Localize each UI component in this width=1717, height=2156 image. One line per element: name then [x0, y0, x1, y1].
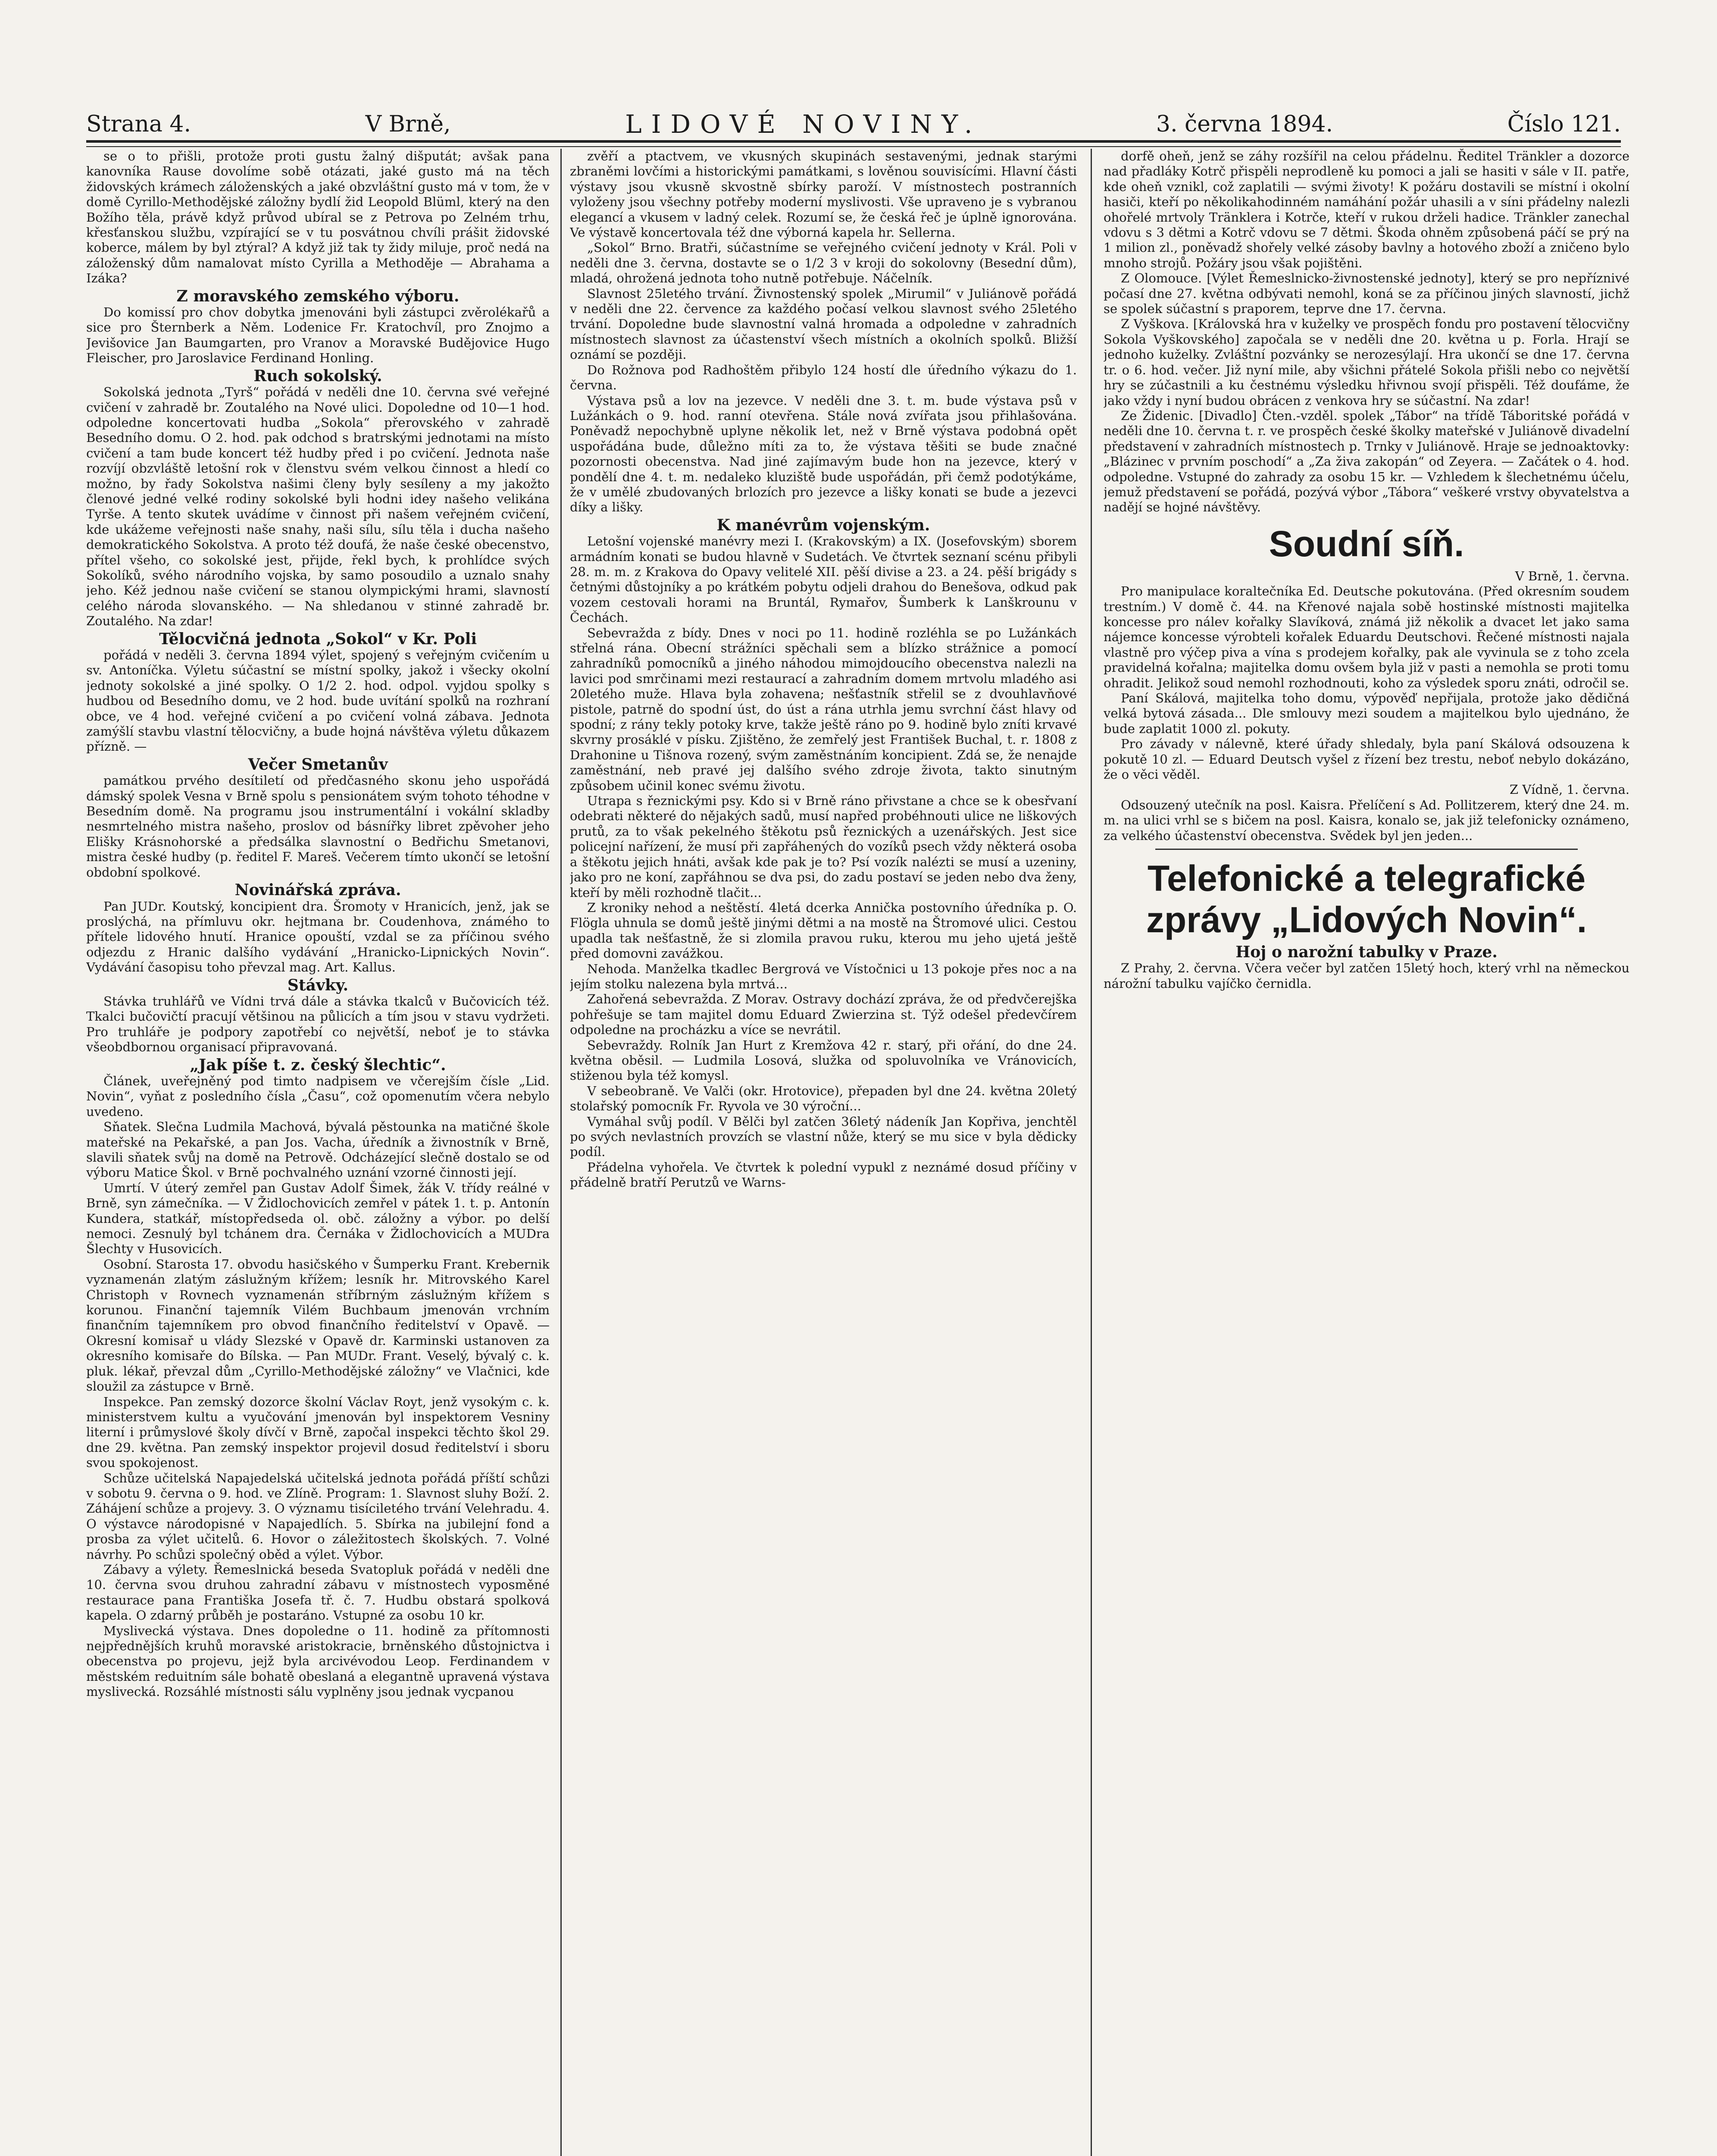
- newspaper-title: LIDOVÉ NOVINY.: [625, 110, 982, 139]
- article-paragraph: Zábavy a výlety. Řemeslnická beseda Svatopluk pořádá v neděli dne 10. června svou druhou zahradní zábavu v místnostech vyposměné restaurace pana Františka Josefa tř. č. 7. Hudbu obstará spolková kapela. O zdarný průběh je postaráno. Vstupné za osobu 10 kr.: [86, 1562, 550, 1623]
- article-paragraph: Myslivecká výstava. Dnes dopoledne o 11. hodině za přítomnosti nejpřednějších kruhů moravské aristokracie, brněnského důstojnictva i obecenstva po projevu, jejž byla arcivévodou Leop. Ferdinandem v městském reduitním sále bohatě obeslaná a elegantně upravená výstava myslivecká. Rozsáhlé místnosti sálu vyplněny jsou jednak vycpanou: [86, 1623, 550, 1699]
- article-paragraph: Pro závady v nálevně, které úřady shledaly, byla paní Skálová odsouzena k pokutě 10 zl. — Eduard Deutsch vyšel z řízení bez trestu, neboť nebylo dokázáno, že o věci věděl.: [1104, 736, 1629, 782]
- article-paragraph: se o to přišli, protože proti gustu žalný dišputát; avšak pana kanovníka Rause dovolíme sobě otázati, jaké gusto má na těch židovských krámech záloženských a jaké obzvláštní gusto má v tom, že v domě Cyrillo-Methodějské záložny bydlí žid Leopold Blüml, který na den Božího těla, právě když průvod ubíral se z Petrova po Zelném trhu, křesťanskou službu, vzpírající se v tu posvátnou chvíli prášit židovské koberce, málem by byl ztýral? A když již tak ty židy miluje, proč nedá na záloženský dům namalovat místo Cyrilla a Methoděje — Abrahama a Izáka?: [86, 149, 550, 286]
- article-paragraph: Odsouzený utečník na posl. Kaisra. Přelíčení s Ad. Pollitzerem, který dne 24. m. m. na ulici vrhl se s bičem na posl. Kaisra, konalo se, jak již telefonicky oznámeno, za velkého účastenství obecenstva. Svědek byl jen jeden...: [1104, 797, 1629, 843]
- page-number: Strana 4.: [86, 111, 191, 137]
- article-paragraph: Pan JUDr. Koutský, koncipient dra. Šromoty v Hranicích, jenž, jak se proslýchá, na přímluvu okr. hejtmana br. Coudenhova, známého to přítele lidového hnutí. Hranice opouští, vzdal se za příčinou svého odjezdu z Hranic dalšího vydávání „Hranicko-Lipnických Novin“. Vydávání časopisu toho převzal mag. Art. Kallus.: [86, 899, 550, 975]
- article-paragraph: Článek, uveřejněný pod timto nadpisem ve včerejším čísle „Lid. Novin“, vyňat z posledního čísla „Času“, což opomenutím včera nebylo uvedeno.: [86, 1073, 550, 1119]
- article-paragraph: Výstava psů a lov na jezevce. V neděli dne 3. t. m. bude výstava psů v Lužánkách o 9. hod. ranní otevřena. Stále nová zvířata jsou přihlašována. Poněvadž nepochybně uplyne několik let, než v Brně výstava podobná opět uspořádána bude, důležno míti za to, že výstava těšiti se bude značné pozornosti obecenstva. Nad jiné zajímavým bude hon na jezevce, který v pondělí dne 4. t. m. nedaleko kluziště bude uspořádán, při čemž podotýkáme, že v umělé zbudovaných brlozích pro jezevce a lišky konati se bude a jezevci díky a lišky.: [570, 393, 1077, 515]
- article-paragraph: Sebevraždy. Rolník Jan Hurt z Kremžova 42 r. starý, při ořání, do dne 24. května oběsil. — Ludmila Losová, služka od spoluvolníka ve Vránovicích, stiženou byla též komysl.: [570, 1037, 1077, 1083]
- article-paragraph: Umrtí. V úterý zemřel pan Gustav Adolf Šimek, žák V. třídy reálné v Brně, syn zámečníka. — V Židlochovicích zemřel v pátek 1. t. p. Antonín Kundera, statkář, místopředseda ol. obč. záložny a výbor. po delší nemoci. Zesnulý byl tchánem dra. Černáka v Židlochovicích a MUDra Šlechty v Husovicích.: [86, 1180, 550, 1257]
- article-heading: Stávky.: [287, 976, 349, 994]
- section-divider: [1155, 849, 1578, 850]
- article-heading: Večer Smetanův: [248, 755, 388, 774]
- article-heading: Tělocvičná jednota „Sokol“ v Kr. Poli: [159, 630, 477, 648]
- dateline: Z Vídně, 1. června.: [1509, 782, 1629, 797]
- column-divider: [1091, 149, 1092, 2156]
- article-paragraph: Letošní vojenské manévry mezi I. (Krakovským) a IX. (Josefovským) sborem armádním konati se budou hlavně v Sudetách. Ve čtvrtek seznaní scénu přibyli 28. m. m. z Krakova do Opavy velitelé XII. pěší divise a 23. a 24. pěší brigády s četnými důstojníky a po krátkém pobytu odjeli drahou do Benešova, odkud pak vozem cestovali horami na Bruntál, Rymařov, Šumberk k Lanškrounu v Čechách.: [570, 534, 1077, 625]
- issue-number: Číslo 121.: [1507, 111, 1621, 137]
- dateline: V Brně, 1. června.: [1515, 568, 1629, 583]
- article-heading: Hoj o narožní tabulky v Praze.: [1235, 943, 1498, 962]
- column-divider: [560, 149, 562, 2156]
- article-paragraph: Nehoda. Manželka tkadlec Bergrová ve Vístočnici u 13 pokoje přes noc a na jejím stolku nalezena byla mrtvá...: [570, 961, 1077, 991]
- article-paragraph: Stávka truhlářů ve Vídni trvá dále a stávka tkalců v Bučovicích též. Tkalci bučovičtí pracují většinou na půlicích a tím jsou v stavu vydržeti. Pro truhláře je podpory zapotřebí co největší, neboť je to stávka všeobdbornou organisací připravovaná.: [86, 993, 550, 1055]
- column-3: [1104, 149, 1629, 2156]
- article-paragraph: Z kroniky nehod a neštěstí. 4letá dcerka Annička postovního úředníka p. O. Flögla uhnula se domů ještě jinými dětmi a na mostě na Štromové ulici. Cestou upadla tak nešťastně, že si zlomila pravou ruku, kterou mu jeho ujetá ještě před domovni zavážkou.: [570, 900, 1077, 961]
- article-paragraph: Sokolská jednota „Tyrš“ pořádá v neděli dne 10. června své veřejné cvičení v zahradě br. Zoutalého na Nové ulici. Dopoledne od 10—1 hod. odpoledne koncertovati hudba „Sokola“ přerovského v zahradě Besedního domu. O 2. hod. pak odchod s bratrskými jednotami na místo cvičení a tam bude koncert též hudby před i po cvičení. Jednota naše rozvíjí obzvláště letošní rok v členstvu svém velkou činnost a hledí co možno, by řady Sokolstva našimi členy byly sesíleny a my jakožto členové jedné velké rodiny sokolské byli hodni idey našeho velikána Tyrše. A tento skutek uvádíme v činnost při našem veřejném cvičení, kde ukážeme veřejnosti naše snahy, naši sílu, sílu těla i ducha našeho demokratického Sokolstva. A proto též doufá, že naše české obecenstvo, přítel všeho, co sokolské jest, přijde, řekl bych, k prohlídce svých Sokolíků, svého národního vojska, by samo posoudilo a uznalo snahy jeho. Kéž jednou naše cvičení se stanou olympickými hrami, slavností celého národa slovanského. — Na shledanou v stinné zahradě br. Zoutalého. Na zdar!: [86, 385, 550, 629]
- article-paragraph: Ze Židenic. [Divadlo] Čten.-vzděl. spolek „Tábor“ na třídě Táboritské pořádá v neděli dne 10. června t. r. ve prospěch české školky mateřské v Juliánově divadelní představení v zahradních místnostech p. Trnky v Juliánově. Hraje se jednoaktovky: „Blázinec v prvním poschodí“ a „Za živa zakopán“ od Zeyera. — Začátek o 4. hod. odpoledne. Vstupné do zahrady za osobu 15 kr. — Vzhledem k šlechetnému účelu, jemuž představení se pořádá, pozývá výbor „Tábora“ veškeré vrstvy obyvatelstva a nadějí se hojné návštěvy.: [1104, 408, 1629, 515]
- article-paragraph: Přádelna vyhořela. Ve čtvrtek k polední vypukl z neznámé dosud příčiny v přádelně bratří Perutzů ve Warns-: [570, 1159, 1077, 1190]
- header-rule: [86, 140, 1621, 147]
- section-heading: Telefonické a telegrafické zprávy „Lidových Novin“.: [1146, 858, 1587, 940]
- article-heading: K manévrům vojenským.: [716, 516, 930, 534]
- article-heading: Novinářská zpráva.: [235, 881, 401, 899]
- article-paragraph: Sebevražda z bídy. Dnes v noci po 11. hodině rozléhla se po Lužánkách střelná rána. Obecní strážníci spěchali sem a blízko strážnice a pomocí zahradníků pomocníků a jiného náhodou mimojdoucího obecenstva nalezli na lavici pod smrčinami mezi restaurací a zahradním domem mrtvolu mladého asi 20letého muže. Hlava byla zohavena; nešťastník střelil se z dvouhlavňové pistole, patrně do spodní úst, do úst a rána utrhla jemu svrchní část hlavy od spodní; z rány tekly potoky krve, takže ještě ráno po 9. hodině bylo zníti krvavé skvrny prosáklé v písku. Zjištěno, že zemřelý jest František Buchal, t. r. 1808 z Drahonine u Tišnova rozený, svým zaměstnáním koncipient. Zdá se, že nenajde zaměstnání, neb pravé jej dalšího svého zdroje života, takto sinutným způsobem učinil konec svému životu.: [570, 625, 1077, 793]
- article-paragraph: dorfě oheň, jenž se záhy rozšířil na celou přádelnu. Ředitel Tränkler a dozorce nad přadláky Kotrč přispěli neprodleně ku pomoci a jali se hasiti v sále v II. patře, kde oheň vznikl, což zaplatili — svými životy! K požáru dostavili se místní i okolní hasiči, kteří po několikahodinném namáhání požár uhasili a v síni přádelny nalezli ohořelé mrtvoly Tränklera i Kotrče, kteří v rukou drželi hadice. Tränkler zanechal vdovu s 3 dětmi a Kotrč vdovu se 7 dětmi. Škoda ohněm způsobená páčí se prý na 1 milion zl., poněvadž shořely velké zásoby bavlny a hotového zboží a zničeno bylo mnoho strojů. Požáry jsou však pojištěni.: [1104, 149, 1629, 270]
- article-paragraph: Pro manipulace koraltečníka Ed. Deutsche pokutována. (Před okresním soudem trestním.) V domě č. 44. na Křenové najala sobě hostinské místnosti majitelka koncesse pro nálev kořalky Slavíková, známá již několik a dvacet let jako sama nájemce koncesse výrobteli kořalek Eduardu Deutschovi. Řečené místnosti najala vlastně pro výčep piva a vína s prodejem kořalky, pak ale vyvinula se z toho zcela pravidelná kořalna; majitelka domu ovšem byla již v pasti a nemohla se proti tomu ohradit. Jelikož soud nemohl rozhodnouti, koho za výsledek sporu znáti, odročil se.: [1104, 584, 1629, 690]
- issue-date: 3. června 1894.: [1156, 111, 1333, 137]
- article-paragraph: Do komissí pro chov dobytka jmenováni byli zástupci zvěrolékařů a sice pro Šternberk a Něm. Lodenice Fr. Kratochvíl, pro Znojmo a Jevišovice Jan Baumgarten, pro Vranov a Moravské Budějovice Hugo Fleischer, pro Jaroslavice Ferdinand Honling.: [86, 305, 550, 366]
- article-paragraph: Z Vyškova. [Královská hra v kuželky ve prospěch fondu pro postavení tělocvičny Sokola Vyškovského] započala se v neděli dne 20. května u p. Forla. Hrají se jednoho kuželky. Zvláštní pozvánky se nerozesýlají. Hra ukončí se dne 17. června tr. o 6. hod. večer. Již nyní mile, aby všichni přátelé Sokola přišli nebo co největší hry se zúčastnili a ku čestnému výsledku hřivnou svojí přispěli. Též doufáme, že jako vždy i nyní budou obrácen z venkova hry se súčastní. Na zdar!: [1104, 317, 1629, 408]
- article-paragraph: Osobní. Starosta 17. obvodu hasičského v Šumperku Frant. Krebernik vyznamenán zlatým záslužným křížem; lesník hr. Mitrovského Karel Christoph v Rovnech vyznamenán stříbrným záslužným křížem s korunou. Finanční tajemník Vilém Buchbaum jmenován vrchním finančním tajemníkem pro obvod finančního ředitelství v Opavě. — Okresní komisař u vlády Slezské v Opavě dr. Karminski ustanoven za okresního komisaře do Bílska. — Pan MUDr. Frant. Veselý, bývalý c. k. pluk. lékař, převzal dům „Cyrillo-Methodějské záložny“ ve Vlačnici, kde sloužil za zástupce v Brně.: [86, 1257, 550, 1394]
- section-heading: Soudní síň.: [1269, 523, 1464, 564]
- article-paragraph: pořádá v neděli 3. června 1894 výlet, spojený s veřejným cvičením u sv. Antoníčka. Výletu súčastní se místní spolky, jakož i všecky okolní jednoty sokolské a jiné spolky. O 1/2 2. hod. odpol. vyjdou spolky s hudbou od Besedního domu, ve 2 hod. bude uvítání spolků na rozhraní obce, ve 4 hod. veřejné cvičení a po cvičení volná zábava. Jednota zamýšlí stavbu vlastní tělocvičny, a bude hojná návštěva výletu důkazem přízně. —: [86, 648, 550, 754]
- article-paragraph: „Sokol“ Brno. Bratři, súčastníme se veřejného cvičení jednoty v Král. Poli v neděli dne 3. června, dostavte se o 1/2 3 v kroji do sokolovny (Besední dům), mladá, ohrožená jednota toho nutně potřebuje. Náčelník.: [570, 240, 1077, 286]
- article-paragraph: Zahořená sebevražda. Z Morav. Ostravy dochází zpráva, že od předvčerejška pohřešuje se tam majitel domu Eduard Zwierzina st. Týž odešel předevčírem odpoledne na procházku a více se nevrátil.: [570, 992, 1077, 1037]
- article-paragraph: zvěří a ptactvem, ve vkusných skupinách sestavenými, jednak starými zbraněmi lovčími a historickými památkami, s lověnou souvisícími. Hlavní části výstavy jsou vkusně skvostně sbírky paroží. V místnostech postranních vyloženy jsou všechny potřeby moderní myslivosti. Vše upraveno je s vybranou elegancí a vkusem v ladný celek. Rozumí se, že česká řeč je úplně ignorována. Ve výstavě koncertovala též dne výborná kapela hr. Sellerna.: [570, 149, 1077, 240]
- article-paragraph: Z Prahy, 2. června. Včera večer byl zatčen 15letý hoch, který vrhl na německou nárožní tabulku vajíčko černidla.: [1104, 961, 1629, 991]
- page-header: [86, 107, 1621, 141]
- article-paragraph: Paní Skálová, majitelka toho domu, výpověď nepřijala, protože jako dědičná velká bytová zásada... Dle smlouvy mezi soudem a majitelkou bylo ujednáno, že bude zaplatit 1000 zl. pokuty.: [1104, 691, 1629, 736]
- article-heading: Ruch sokolský.: [253, 367, 382, 385]
- article-paragraph: Utrapa s řeznickými psy. Kdo si v Brně ráno přivstane a chce se k obesřvaní odebrati některé do nějakých sadů, musí napřed probéhnouti ulice ne liškových prutů, za to však pekelného štěkotu psů řeznických a uzenářských. Jest sice policejní nařízení, že musí při zapřáhených do vozíků psech vždy některá osoba a štěkotu jejich hnáti, avšak kde pak je to? Psí vozík nalézti se musí a uzeniny, jako pro ne koní, zapřáhnou se dva psi, do zadu postaví se jeden nebo dva ženy, kteří by měli rozhodně tlačit...: [570, 793, 1077, 900]
- article-paragraph: Z Olomouce. [Výlet Řemeslnicko-živnostenské jednoty], který se pro nepříznivé počasí dne 27. května odbývati nemohl, koná se za příčinou jiných slavností, jichž se spolek súčastní s praporem, teprve dne 17. června.: [1104, 271, 1629, 317]
- article-paragraph: Sňatek. Slečna Ludmila Machová, bývalá pěstounka na matičné škole mateřské na Pekařské, a pan Jos. Vacha, úředník a živnostník v Brně, slavili sňatek svůj na domě na Petrově. Odcházející slečně dostalo se od výboru Matice Škol. v Brně pochvalného uznání vzorné činnosti její.: [86, 1119, 550, 1180]
- dateline-city: V Brně,: [365, 111, 451, 137]
- article-paragraph: Slavnost 25letého trvání. Živnostenský spolek „Mirumil“ v Juliánově pořádá v neděli dne 22. července za každého počasí velkou slavnost svého 25letého trvání. Dopoledne bude slavnostní valná hromada a odpoledne v zahradních místnostech slavnost za účastenství všech místních a okolních spolků. Bližší oznámí se později.: [570, 286, 1077, 362]
- article-paragraph: V sebeobraně. Ve Valči (okr. Hrotovice), přepaden byl dne 24. května 20letý stolařský pomocník Fr. Ryvola ve 30 výroční...: [570, 1083, 1077, 1114]
- article-paragraph: Schůze učitelská Napajedelská učitelská jednota pořádá příští schůzi v sobotu 9. června o 9. hod. ve Zlíně. Program: 1. Slavnost sluhy Boží. 2. Záhájení schůze a projevy. 3. O významu tisíciletého trvání Velehradu. 4. O výstavce národopisné v Napajedlích. 5. Sbírka na jubilejní fond a prosba za výlet učitelů. 6. Hovor o záležitostech školských. 7. Volné návrhy. Po schůzi společný oběd a výlet. Výbor.: [86, 1470, 550, 1562]
- article-paragraph: památkou prvého desítiletí od předčasného skonu jeho uspořádá dámský spolek Vesna v Brně spolu s pensionátem svým tohoto téhodne v Besedním domě. Na programu jsou instrumentální i vokální skladby nesmrtelného mistra našeho, proslov od básnířky libret zpěvoher jeho Elišky Krásnohorské a předsálka slavnostní o Bedřichu Smetanovi, mistra české hudby (p. ředitel F. Mareš. Večerem tímto ukončí se letošní obdobní spolkové.: [86, 773, 550, 880]
- article-paragraph: Inspekce. Pan zemský dozorce školní Václav Royt, jenž vysokým c. k. ministerstvem kultu a vyučování jmenován byl inspektorem Vesniny literní i průmyslové školy dívčí v Brně, započal inspekci těchto škol 29. dne 29. května. Pan zemský inspektor projevil dosud ředitelství i sboru svou spokojenost.: [86, 1394, 550, 1470]
- article-heading: „Jak píše t. z. český šlechtic“.: [190, 1056, 446, 1074]
- column-2: [570, 149, 1077, 2156]
- article-paragraph: Do Rožnova pod Radhoštěm přibylo 124 hostí dle úředního výkazu do 1. června.: [570, 362, 1077, 393]
- article-heading: Z moravského zemského výboru.: [176, 287, 460, 305]
- column-1: [86, 149, 550, 2156]
- article-paragraph: Vymáhal svůj podíl. V Bělči byl zatčen 36letý nádeník Jan Kopřiva, jenchtěl po svých nevlastních provzích se vlastní nůže, který se mu sice v byla dědicky podíl.: [570, 1114, 1077, 1159]
